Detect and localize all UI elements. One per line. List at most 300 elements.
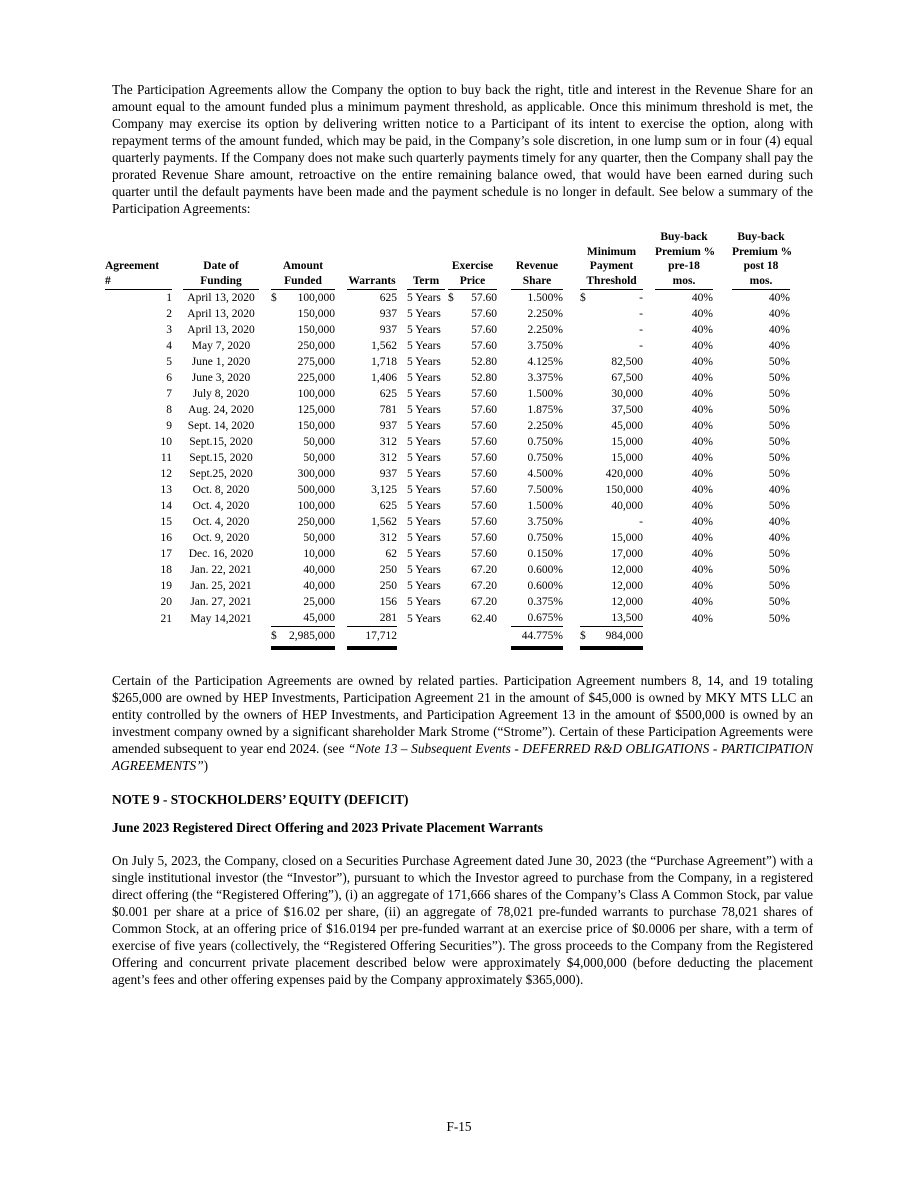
threshold-currency-cell (580, 338, 594, 354)
spacer-cell (643, 354, 655, 370)
spacer-cell (563, 466, 580, 482)
amount-funded-cell: 50,000 (303, 436, 336, 448)
spacer-cell (172, 386, 183, 402)
amount-funded-cell: 225,000 (297, 372, 336, 384)
spacer-cell (335, 418, 347, 434)
spacer-cell (397, 338, 407, 354)
price-currency-cell (448, 370, 462, 386)
term-cell: 5 Years (407, 500, 441, 512)
amount-currency-cell (271, 562, 285, 578)
threshold-cell: - (639, 340, 644, 352)
header-spacer (259, 230, 271, 290)
price-currency-cell: $ (448, 292, 454, 304)
exercise-price-cell: 57.60 (471, 436, 498, 448)
warrants-cell: 3,125 (371, 484, 398, 496)
price-currency-cell (448, 466, 462, 482)
header-buyback-premium-pre18: Buy-back Premium % pre-18 mos. (655, 230, 713, 290)
price-currency-cell (448, 450, 462, 466)
amount-funded-cell: 100,000 (297, 292, 336, 304)
price-currency-cell (448, 578, 462, 594)
agreement-row (105, 434, 790, 450)
pre18-cell: 40% (691, 468, 714, 480)
threshold-currency-cell (580, 498, 594, 514)
funding-date-cell: April 13, 2020 (187, 308, 255, 320)
agreement-row (105, 338, 790, 354)
threshold-currency-cell (580, 418, 594, 434)
header-agreement-number: Agreement # (105, 230, 172, 290)
spacer-cell (643, 338, 655, 354)
spacer-cell (397, 610, 407, 627)
post18-cell: 50% (768, 548, 791, 560)
funding-date-cell: Sept.15, 2020 (189, 436, 253, 448)
threshold-currency-cell (580, 354, 594, 370)
pre18-cell: 40% (691, 452, 714, 464)
spacer-cell (397, 402, 407, 418)
spacer-cell (713, 354, 732, 370)
spacer-cell (172, 306, 183, 322)
term-cell: 5 Years (407, 452, 441, 464)
threshold-cell: 67,500 (611, 372, 644, 384)
exercise-price-cell: 52.80 (471, 372, 498, 384)
exercise-price-cell: 57.60 (471, 420, 498, 432)
exercise-price-cell: 57.60 (471, 324, 498, 336)
threshold-currency-cell (580, 546, 594, 562)
threshold-cell: 150,000 (605, 484, 644, 496)
spacer-cell (335, 402, 347, 418)
term-cell: 5 Years (407, 612, 441, 625)
total-threshold-currency: $ (580, 627, 594, 649)
pre18-cell: 40% (691, 564, 714, 576)
revenue-share-cell: 4.125% (527, 356, 564, 368)
threshold-currency-cell (580, 594, 594, 610)
funding-date-cell: May 7, 2020 (191, 340, 251, 352)
agreement-number-cell: 20 (160, 596, 172, 608)
funding-date-cell: April 13, 2020 (187, 324, 255, 336)
spacer-cell (259, 530, 271, 546)
spacer-cell (563, 610, 580, 627)
term-cell: 5 Years (407, 564, 441, 576)
pre18-cell: 40% (691, 516, 714, 528)
agreement-number-cell: 6 (166, 372, 172, 384)
spacer-cell (497, 370, 511, 386)
spacer-cell (563, 306, 580, 322)
revenue-share-cell: 0.675% (527, 612, 564, 624)
spacer-cell (335, 306, 347, 322)
spacer-cell (259, 386, 271, 402)
exercise-price-cell: 62.40 (471, 612, 498, 625)
spacer-cell (172, 514, 183, 530)
spacer-cell (643, 450, 655, 466)
spacer-cell (643, 290, 655, 307)
amount-funded-cell: 50,000 (303, 452, 336, 464)
spacer-cell (259, 306, 271, 322)
post18-cell: 50% (768, 580, 791, 592)
post18-cell: 40% (768, 484, 791, 496)
amount-currency-cell (271, 322, 285, 338)
spacer-cell (172, 370, 183, 386)
spacer-cell (563, 450, 580, 466)
spacer-cell (643, 370, 655, 386)
spacer-cell (643, 306, 655, 322)
header-spacer (172, 230, 183, 290)
exercise-price-cell: 57.60 (471, 292, 498, 304)
threshold-cell: 17,000 (611, 548, 644, 560)
spacer-cell (397, 386, 407, 402)
spacer-cell (713, 450, 732, 466)
pre18-cell: 40% (691, 388, 714, 400)
revenue-share-cell: 0.150% (527, 548, 564, 560)
funding-date-cell: May 14,2021 (190, 612, 252, 625)
agreement-row (105, 482, 790, 498)
post18-cell: 50% (768, 420, 791, 432)
threshold-cell: - (639, 292, 644, 304)
header-spacer (335, 230, 347, 290)
agreement-row (105, 386, 790, 402)
post18-cell: 40% (768, 324, 791, 336)
threshold-currency-cell (580, 306, 594, 322)
spacer-cell (497, 290, 511, 307)
price-currency-cell (448, 498, 462, 514)
post18-cell: 50% (768, 356, 791, 368)
amount-currency-cell (271, 386, 285, 402)
amount-currency-cell: $ (271, 292, 277, 304)
pre18-cell: 40% (691, 484, 714, 496)
spacer-cell (643, 322, 655, 338)
revenue-share-cell: 0.750% (527, 532, 564, 544)
spacer-cell (397, 498, 407, 514)
spacer-cell (397, 466, 407, 482)
related-parties-text: Certain of the Participation Agreements are owned by related parties. Participation Agreement numbers 8, 14, and 19 totaling $265,000 are owned by HEP Investments, Participation Agreement 21 in the amount of $45,000 is owned by MKY MTS LLC an entity controlled by the owners of HEP Investments, and Participation Agreement 13 in the amount of $500,000 is owned by an investment company owned by a significant shareholder Mark Strome (“Strome”). Certain of these Participation Agreements were amended subsequent to year end 2024. (see (112, 673, 813, 756)
spacer-cell (335, 450, 347, 466)
amount-funded-cell: 150,000 (297, 324, 336, 336)
amount-currency-cell (271, 578, 285, 594)
spacer-cell (713, 546, 732, 562)
spacer-cell (713, 562, 732, 578)
threshold-currency-cell (580, 370, 594, 386)
spacer-cell (643, 386, 655, 402)
warrants-cell: 937 (379, 308, 398, 320)
amount-funded-cell: 10,000 (303, 548, 336, 560)
intro-paragraph: The Participation Agreements allow the Company the option to buy back the right, title and interest in the Revenue Share for an amount equal to the amount funded plus a minimum payment threshold, as applicable. Once this minimum threshold is met, the Company may exercise its option by delivering written notice to a Participant of its intent to exercise the option, along with repayment terms of the amount funded, which may be paid, in the Company’s sole discretion, in one lump sum or in four (4) equal quarterly payments. If the Company does not make such quarterly payments timely for any quarter, then the Company shall pay the prorated Revenue Share amount, retroactive on the entire remaining balance owed, that would have been earned during such quarter until the default payments have been made and the payment schedule is no longer in default. See below a summary of the Participation Agreements: (112, 82, 813, 216)
amount-currency-cell (271, 434, 285, 450)
threshold-cell: 13,500 (611, 612, 644, 624)
spacer-cell (643, 562, 655, 578)
agreement-number-cell: 7 (166, 388, 172, 400)
threshold-currency-cell (580, 322, 594, 338)
threshold-cell: 12,000 (611, 580, 644, 592)
agreement-number-cell: 11 (160, 452, 172, 464)
amount-currency-cell (271, 418, 285, 434)
post18-cell: 50% (768, 452, 791, 464)
spacer-cell (713, 290, 732, 307)
spacer-cell (397, 530, 407, 546)
post18-cell: 40% (768, 532, 791, 544)
spacer-cell (259, 514, 271, 530)
spacer-cell (497, 466, 511, 482)
spacer-cell (259, 370, 271, 386)
warrants-cell: 250 (379, 580, 398, 592)
spacer-cell (713, 466, 732, 482)
spacer-cell (713, 514, 732, 530)
funding-date-cell: Aug. 24, 2020 (188, 404, 254, 416)
spacer-cell (713, 498, 732, 514)
total-amount-currency: $ (271, 627, 285, 649)
post18-cell: 50% (768, 404, 791, 416)
threshold-cell: 15,000 (611, 532, 644, 544)
funding-date-cell: June 3, 2020 (191, 372, 251, 384)
pre18-cell: 40% (691, 292, 714, 304)
exercise-price-cell: 57.60 (471, 452, 498, 464)
revenue-share-cell: 2.250% (527, 324, 564, 336)
warrants-cell: 625 (379, 500, 398, 512)
agreement-number-cell: 3 (166, 324, 172, 336)
spacer-cell (259, 594, 271, 610)
exercise-price-cell: 67.20 (471, 564, 498, 576)
agreement-row (105, 610, 790, 627)
spacer-cell (563, 370, 580, 386)
spacer-cell (563, 546, 580, 562)
amount-currency-cell (271, 402, 285, 418)
header-buyback-premium-post18: Buy-back Premium % post 18 mos. (732, 230, 790, 290)
spacer-cell (335, 290, 347, 307)
spacer-cell (713, 594, 732, 610)
price-currency-cell (448, 562, 462, 578)
spacer-cell (397, 354, 407, 370)
warrants-cell: 1,718 (371, 356, 398, 368)
spacer-cell (172, 418, 183, 434)
spacer-cell (643, 610, 655, 627)
spacer-cell (335, 466, 347, 482)
spacer-cell (259, 450, 271, 466)
spacer-cell (713, 338, 732, 354)
spacer-cell (259, 418, 271, 434)
threshold-currency-cell (580, 434, 594, 450)
spacer-cell (497, 546, 511, 562)
agreement-row (105, 594, 790, 610)
spacer-cell (335, 546, 347, 562)
spacer-cell (563, 434, 580, 450)
header-warrants: Warrants (347, 230, 397, 290)
spacer-cell (259, 322, 271, 338)
funding-date-cell: Oct. 8, 2020 (192, 484, 250, 496)
spacer-cell (713, 370, 732, 386)
amount-funded-cell: 40,000 (303, 564, 336, 576)
price-currency-cell (448, 306, 462, 322)
related-parties-paragraph (112, 672, 813, 774)
spacer-cell (497, 402, 511, 418)
pre18-cell: 40% (691, 308, 714, 320)
amount-currency-cell (271, 370, 285, 386)
revenue-share-cell: 1.500% (527, 388, 564, 400)
spacer-cell (397, 594, 407, 610)
spacer-cell (335, 338, 347, 354)
spacer-cell (397, 546, 407, 562)
warrants-cell: 937 (379, 468, 398, 480)
spacer-cell (643, 402, 655, 418)
amount-funded-cell: 100,000 (297, 500, 336, 512)
spacer-cell (497, 562, 511, 578)
pre18-cell: 40% (691, 420, 714, 432)
agreement-row (105, 562, 790, 578)
table-totals-row (105, 627, 790, 649)
amount-currency-cell (271, 466, 285, 482)
threshold-currency-cell: $ (580, 292, 586, 304)
agreement-number-cell: 19 (160, 580, 172, 592)
spacer-cell (172, 610, 183, 627)
threshold-cell: - (639, 308, 644, 320)
amount-funded-cell: 40,000 (303, 580, 336, 592)
header-minimum-payment-threshold: Minimum Payment Threshold (580, 230, 643, 290)
term-cell: 5 Years (407, 340, 441, 352)
term-cell: 5 Years (407, 548, 441, 560)
spacer-cell (172, 562, 183, 578)
amount-funded-cell: 45,000 (303, 612, 336, 624)
spacer-cell (172, 530, 183, 546)
spacer-cell (497, 498, 511, 514)
spacer-cell (335, 594, 347, 610)
spacer-cell (563, 290, 580, 307)
agreement-number-cell: 17 (160, 548, 172, 560)
spacer-cell (713, 530, 732, 546)
funding-date-cell: Jan. 22, 2021 (190, 564, 252, 576)
post18-cell: 50% (768, 388, 791, 400)
header-amount-funded: Amount Funded (271, 230, 335, 290)
agreement-row (105, 306, 790, 322)
spacer-cell (259, 546, 271, 562)
exercise-price-cell: 57.60 (471, 548, 498, 560)
revenue-share-cell: 0.600% (527, 580, 564, 592)
pre18-cell: 40% (691, 340, 714, 352)
warrants-cell: 1,406 (371, 372, 398, 384)
revenue-share-cell: 4.500% (527, 468, 564, 480)
amount-funded-cell: 500,000 (297, 484, 336, 496)
agreement-number-cell: 10 (160, 436, 172, 448)
agreement-row (105, 354, 790, 370)
amount-currency-cell (271, 498, 285, 514)
spacer-cell (563, 562, 580, 578)
exercise-price-cell: 57.60 (471, 516, 498, 528)
revenue-share-cell: 0.375% (527, 596, 564, 608)
warrants-cell: 625 (379, 388, 398, 400)
warrants-cell: 250 (379, 564, 398, 576)
amount-currency-cell (271, 306, 285, 322)
funding-date-cell: Oct. 9, 2020 (192, 532, 250, 544)
agreement-row (105, 578, 790, 594)
spacer-cell (335, 322, 347, 338)
spacer-cell (335, 354, 347, 370)
spacer-cell (335, 610, 347, 627)
spacer-cell (563, 514, 580, 530)
spacer-cell (335, 578, 347, 594)
spacer-cell (259, 578, 271, 594)
funding-date-cell: Oct. 4, 2020 (192, 500, 250, 512)
warrants-cell: 312 (379, 532, 398, 544)
post18-cell: 50% (768, 436, 791, 448)
spacer-cell (259, 466, 271, 482)
spacer-cell (335, 386, 347, 402)
term-cell: 5 Years (407, 372, 441, 384)
funding-date-cell: Dec. 16, 2020 (188, 548, 254, 560)
amount-currency-cell (271, 514, 285, 530)
price-currency-cell (448, 418, 462, 434)
spacer-cell (172, 578, 183, 594)
spacer-cell (713, 386, 732, 402)
spacer-cell (335, 562, 347, 578)
spacer-cell (563, 338, 580, 354)
post18-cell: 50% (768, 564, 791, 576)
spacer-cell (713, 578, 732, 594)
spacer-cell (643, 418, 655, 434)
threshold-currency-cell (580, 530, 594, 546)
spacer-cell (172, 546, 183, 562)
threshold-cell: 37,500 (611, 404, 644, 416)
document-content (105, 81, 813, 988)
exercise-price-cell: 67.20 (471, 596, 498, 608)
agreement-number-cell: 9 (166, 420, 172, 432)
pre18-cell: 40% (691, 356, 714, 368)
exercise-price-cell: 52.80 (471, 356, 498, 368)
spacer-cell (713, 482, 732, 498)
agreement-number-cell: 18 (160, 564, 172, 576)
price-currency-cell (448, 338, 462, 354)
spacer-cell (497, 610, 511, 627)
spacer-cell (497, 450, 511, 466)
spacer-cell (259, 338, 271, 354)
pre18-cell: 40% (691, 404, 714, 416)
header-date-of-funding: Date of Funding (183, 230, 259, 290)
term-cell: 5 Years (407, 292, 441, 304)
spacer-cell (563, 386, 580, 402)
spacer-cell (497, 594, 511, 610)
spacer-cell (497, 338, 511, 354)
spacer-cell (643, 466, 655, 482)
spacer-cell (397, 434, 407, 450)
revenue-share-cell: 0.600% (527, 564, 564, 576)
spacer-cell (643, 434, 655, 450)
amount-funded-cell: 50,000 (303, 532, 336, 544)
agreement-number-cell: 1 (166, 292, 172, 304)
spacer-cell (397, 482, 407, 498)
closing-paren: ) (203, 758, 209, 773)
funding-date-cell: June 1, 2020 (191, 356, 251, 368)
post18-cell: 50% (768, 500, 791, 512)
spacer-cell (713, 306, 732, 322)
threshold-currency-cell (580, 482, 594, 498)
amount-currency-cell (271, 610, 285, 627)
agreement-number-cell: 8 (166, 404, 172, 416)
warrants-cell: 281 (379, 612, 398, 624)
header-revenue-share: Revenue Share (511, 230, 563, 290)
spacer-cell (172, 594, 183, 610)
warrants-cell: 312 (379, 452, 398, 464)
post18-cell: 50% (768, 612, 791, 625)
spacer-cell (259, 290, 271, 307)
spacer-cell (713, 322, 732, 338)
spacer-cell (643, 546, 655, 562)
pre18-cell: 40% (691, 612, 714, 625)
pre18-cell: 40% (691, 596, 714, 608)
total-amount-funded: 2,985,000 (285, 627, 335, 649)
spacer-cell (335, 434, 347, 450)
spacer-cell (497, 482, 511, 498)
funding-date-cell: Sept.15, 2020 (189, 452, 253, 464)
post18-cell: 40% (768, 308, 791, 320)
term-cell: 5 Years (407, 596, 441, 608)
amount-funded-cell: 25,000 (303, 596, 336, 608)
spacer-cell (563, 594, 580, 610)
price-currency-cell (448, 546, 462, 562)
term-cell: 5 Years (407, 468, 441, 480)
